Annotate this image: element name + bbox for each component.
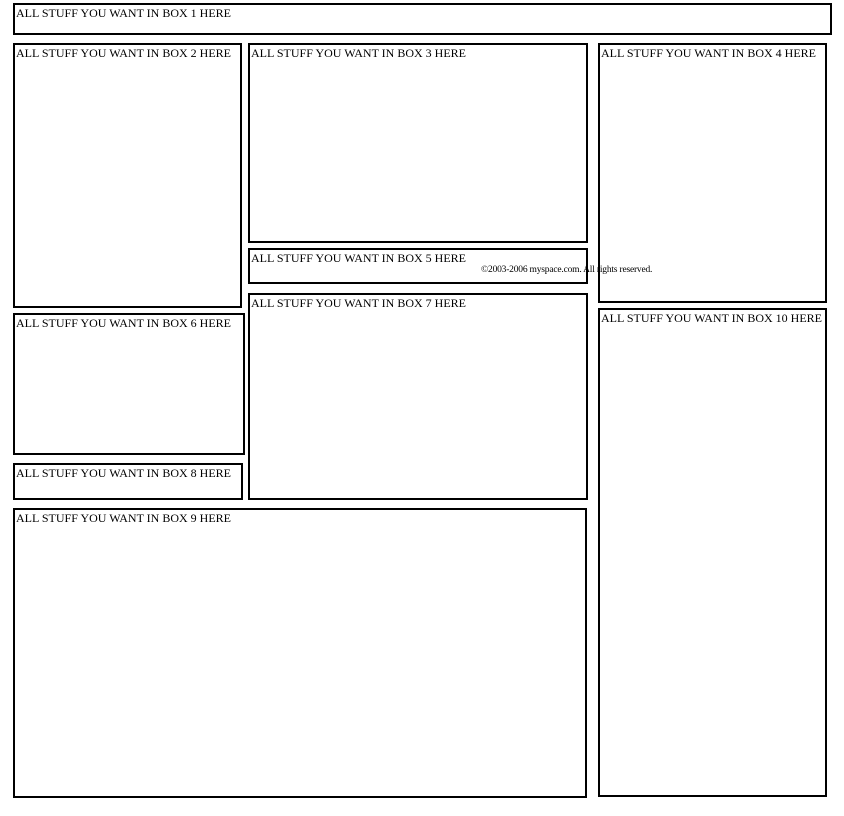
- box-1: [13, 3, 832, 35]
- box-1-label: ALL STUFF YOU WANT IN BOX 1 HERE: [16, 6, 232, 20]
- copyright-notice: ©2003-2006 myspace.com. All rights reserved.: [481, 265, 653, 275]
- box-8-label: ALL STUFF YOU WANT IN BOX 8 HERE: [16, 466, 232, 480]
- box-9-label: ALL STUFF YOU WANT IN BOX 9 HERE: [16, 511, 232, 525]
- box-10: [598, 308, 827, 797]
- box-3: [248, 43, 588, 243]
- box-6-label: ALL STUFF YOU WANT IN BOX 6 HERE: [16, 316, 232, 330]
- box-7: [248, 293, 588, 500]
- box-3-label: ALL STUFF YOU WANT IN BOX 3 HERE: [251, 46, 467, 60]
- box-4: [598, 43, 827, 303]
- box-4-label: ALL STUFF YOU WANT IN BOX 4 HERE: [601, 46, 817, 60]
- box-2: [13, 43, 242, 308]
- box-5-label: ALL STUFF YOU WANT IN BOX 5 HERE: [251, 251, 467, 265]
- box-2-label: ALL STUFF YOU WANT IN BOX 2 HERE: [16, 46, 232, 60]
- box-7-label: ALL STUFF YOU WANT IN BOX 7 HERE: [251, 296, 467, 310]
- box-8: [13, 463, 243, 500]
- box-9: [13, 508, 587, 798]
- box-10-label: ALL STUFF YOU WANT IN BOX 10 HERE: [601, 311, 823, 325]
- box-6: [13, 313, 245, 455]
